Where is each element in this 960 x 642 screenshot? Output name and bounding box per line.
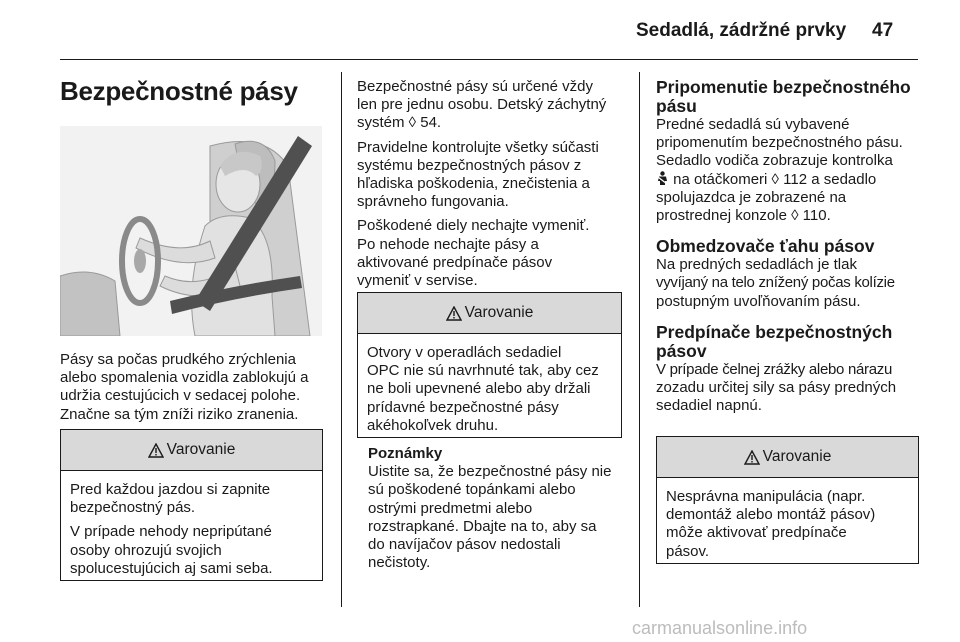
warning-triangle-icon — [148, 443, 164, 458]
note-title: Poznámky — [368, 445, 443, 462]
subsection-title-line: Predpínače bezpečnostných — [656, 321, 893, 342]
text-line: zozadu určitej sily sa pásy predných — [656, 379, 897, 397]
note-section — [368, 445, 636, 572]
subsection-title-line: Obmedzovače ťahu pásov — [656, 236, 875, 257]
header-rule — [60, 59, 918, 60]
text-line: pripomenutím bezpečnostného pásu. — [656, 134, 903, 152]
warning-line: Otvory v operadlách sedadiel — [367, 344, 562, 361]
warning-line: osoby ohrozujú svojich — [70, 541, 222, 559]
seatbelt-reminder-icon — [656, 171, 669, 186]
subsection-text — [656, 116, 946, 225]
note-line: do navíjačov pásov nedostali — [368, 536, 561, 554]
text-line: V prípade čelnej zrážky alebo nárazu — [656, 360, 893, 378]
intro-line: udržia cestujúcich v sedacej polohe. — [60, 387, 301, 405]
section-load-limiters — [656, 237, 946, 311]
text-line: len pre jednu osobu. Detský záchytný — [357, 96, 607, 114]
subsection-title — [656, 323, 946, 361]
middle-text — [357, 78, 632, 296]
warning-line: pásov. — [666, 542, 710, 560]
right-column — [656, 78, 946, 415]
header-title: Sedadlá, zádržné prvky — [636, 20, 847, 41]
note-line: Uistite sa, že bezpečnostné pásy nie — [368, 463, 612, 481]
warning-line: ne boli upevnené alebo aby držali — [367, 380, 591, 398]
column-divider-right — [639, 72, 640, 607]
text-line: sedadiel napnú. — [656, 397, 762, 415]
warning-line: bezpečnostný pás. — [70, 499, 196, 517]
warning-title: Varovanie — [762, 448, 832, 465]
warning-line: akéhokoľvek druhu. — [367, 416, 499, 434]
warning-box-middle — [357, 292, 622, 438]
subsection-title-line: pásov — [656, 340, 707, 361]
warning-header — [358, 293, 621, 334]
subsection-text — [656, 361, 946, 416]
text-line-with-icon — [656, 171, 946, 189]
warning-body — [61, 471, 322, 592]
warning-line: V prípade nehody nepripútané — [70, 523, 272, 541]
intro-line: Pásy sa počas prudkého zrýchlenia — [60, 351, 296, 368]
text-line: na otáčkomeri ◊ 112 a sedadlo — [673, 170, 877, 188]
warning-line: OPC nie sú navrhnuté tak, aby cez — [367, 362, 599, 380]
middle-paragraph — [357, 78, 632, 133]
warning-line: môže aktivovať predpínače — [666, 524, 847, 542]
warning-paragraph — [666, 488, 909, 561]
warning-paragraph — [70, 523, 313, 578]
warning-header — [61, 430, 322, 471]
warning-header — [657, 437, 918, 478]
text-line: prostrednej konzole ◊ 110. — [656, 207, 831, 225]
subsection-text — [656, 256, 946, 311]
text-line: Po nehode nechajte pásy a — [357, 235, 539, 253]
warning-triangle-icon — [744, 450, 760, 465]
warning-line: spolucestujúcich aj sami seba. — [70, 559, 273, 577]
seatbelt-driver-illustration — [60, 126, 322, 336]
warning-title: Varovanie — [464, 304, 534, 321]
intro-line: alebo spomalenia vozidla zablokujú a — [60, 369, 309, 387]
warning-title: Varovanie — [166, 441, 236, 458]
section-reminder — [656, 78, 946, 225]
text-line: vymeniť v servise. — [357, 272, 478, 290]
text-line: Poškodené diely nechajte vymeniť. — [357, 217, 590, 235]
text-line: systém ◊ 54. — [357, 114, 442, 132]
warning-paragraph — [367, 344, 612, 435]
subsection-title-line: Pripomenutie bezpečnostného — [656, 77, 911, 97]
text-line: systému bezpečnostných pásov z — [357, 156, 582, 174]
note-line: rozstrapkané. Dbajte na to, aby sa — [368, 517, 597, 535]
intro-text — [60, 351, 330, 424]
text-line: postupným uvoľňovaním pásu. — [656, 292, 861, 310]
subsection-title-line: pásu — [656, 96, 697, 116]
intro-line: Značne sa tým zníži riziko zranenia. — [60, 405, 299, 423]
text-line: vyvíjaný na telo znížený počas kolízie — [656, 274, 895, 292]
note-line: ostrými predmetmi alebo — [368, 499, 533, 517]
middle-paragraph — [357, 217, 632, 290]
text-line: hľadiska poškodenia, znečistenia a — [357, 175, 590, 193]
text-line: Bezpečnostné pásy sú určené vždy — [357, 78, 593, 95]
text-line: Sedadlo vodiča zobrazuje kontrolka — [656, 152, 893, 170]
section-title: Bezpečnostné pásy — [60, 76, 298, 106]
warning-box-left — [60, 429, 323, 581]
warning-line: Pred každou jazdou si zapnite — [70, 481, 271, 498]
page-number: 47 — [872, 20, 894, 41]
warning-body — [657, 478, 918, 575]
warning-line: demontáž alebo montáž pásov) — [666, 506, 876, 524]
warning-body — [358, 334, 621, 449]
note-line: nečistoty. — [368, 554, 431, 572]
warning-triangle-icon — [446, 306, 462, 321]
seatbelt-driver-illustration-svg — [60, 126, 322, 336]
subsection-title — [656, 237, 946, 256]
column-divider-left — [341, 72, 342, 607]
warning-box-right — [656, 436, 919, 564]
note-line: sú poškodené topánkami alebo — [368, 481, 576, 499]
text-line: správneho fungovania. — [357, 193, 509, 211]
subsection-title — [656, 78, 946, 116]
warning-paragraph — [70, 481, 313, 517]
warning-line: Nesprávna manipulácia (napr. — [666, 488, 866, 505]
section-pretensioners — [656, 323, 946, 416]
text-line: spolujazdca je zobrazené na — [656, 188, 847, 206]
text-line: Na predných sedadlách je tlak — [656, 256, 857, 274]
text-line: aktivované predpínače pásov — [357, 253, 553, 271]
text-line: Predné sedadlá sú vybavené — [656, 116, 850, 133]
text-line: Pravidelne kontrolujte všetky súčasti — [357, 138, 599, 156]
middle-paragraph — [357, 139, 632, 212]
warning-line: prídavné bezpečnostné pásy — [367, 398, 559, 416]
watermark: carmanualsonline.info — [632, 618, 808, 638]
